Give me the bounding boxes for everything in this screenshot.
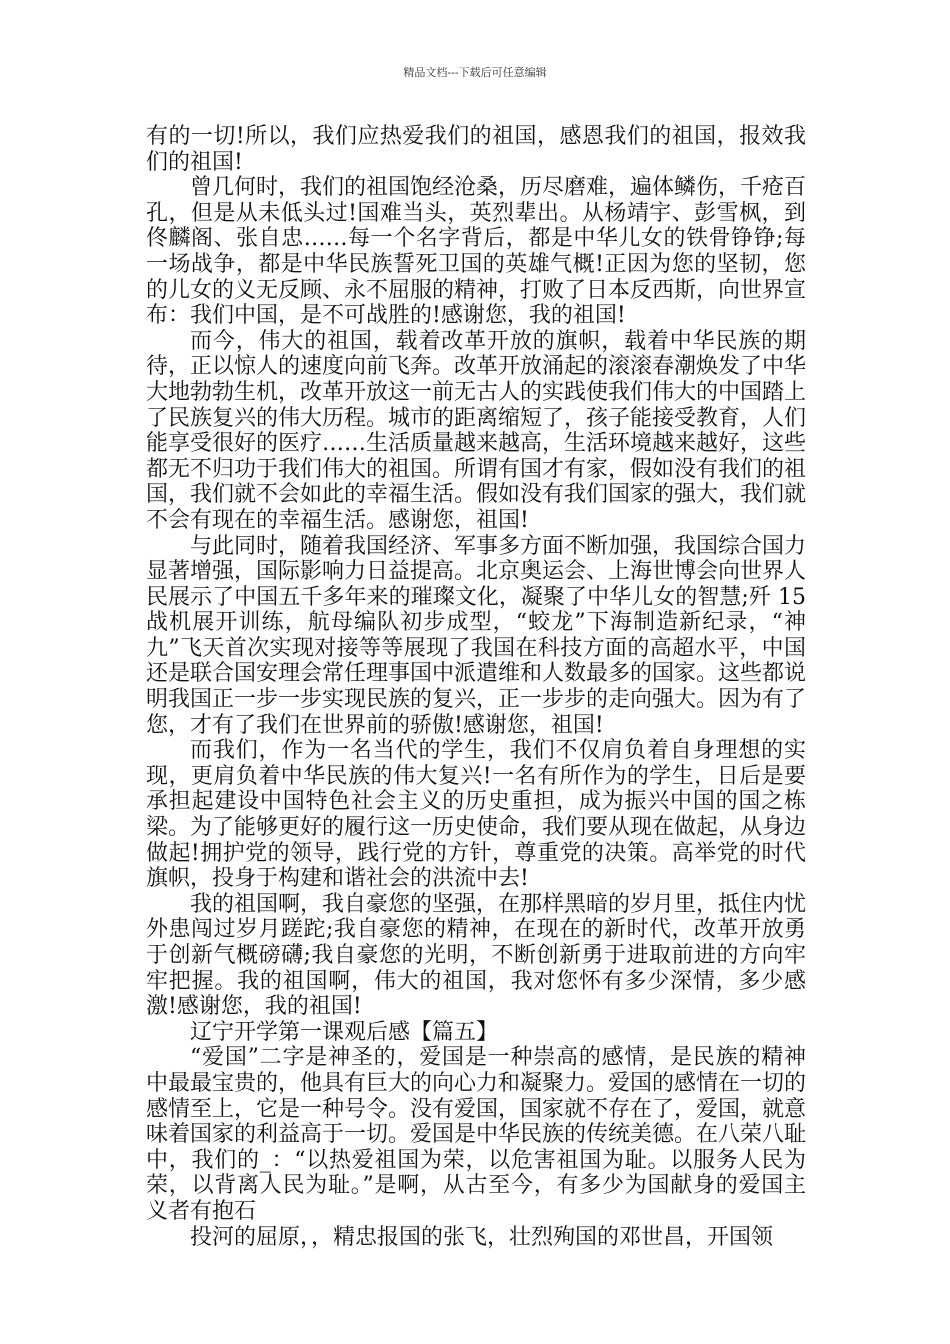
paragraph: 而我们，作为一名当代的学生，我们不仅肩负着自身理想的实现，更肩负着中华民族的伟大复兴!一名有所作为的学生，日后是要承担起建设中国特色社会主义的历史重担，成为振兴中国的国之栋梁。为了能够更好的履行这一历史使命，我们要从现在做起，从身边做起!拥护党的领导，践行党的方针，尊重党的决策。高举党的时代旗帜，投身于构建和谐社会的洪流中去! [146,738,807,892]
page-header: 精品文档---下载后可任意编辑 [403,66,547,79]
paragraph: 而今，伟大的祖国，载着改革开放的旗帜，载着中华民族的期待，正以惊人的速度向前飞奔。改革开放涌起的滚滚春潮焕发了中华大地勃勃生机，改革开放这一前无古人的实践使我们伟大的中国踏上了民族复兴的伟大历程。城市的距离缩短了，孩子能接受教育，人们能享受很好的医疗……生活质量越来越高，生活环境越来越好，这些都无不归功于我们伟大的祖国。所谓有国才有家，假如没有我们的祖国，我们就不会如此的幸福生活。假如没有我们国家的强大，我们就不会有现在的幸福生活。感谢您，祖国! [146,328,807,533]
section-heading: 辽宁开学第一课观后感【篇五】 [190,1019,499,1045]
paragraph: “爱国”二字是神圣的，爱国是一种崇高的感情，是民族的精神中最最宝贵的，他具有巨大的向心力和凝聚力。爱国的感情在一切的感情至上，它是一种号令。没有爱国，国家就不存在了，爱国，就意味着国家的利益高于一切。爱国是中华民族的传统美德。在八荣八耻中，我们的_：“以热爱祖国为荣，以危害祖国为耻。以服务人民为荣，以背离人民为耻。”是啊，从古至今，有多少为国献身的爱国主义者有抱石 [146,1045,807,1224]
document-body [146,124,806,1250]
paragraph: 投河的屈原，，精忠报国的张飞，壮烈殉国的邓世昌，开国领 [190,1224,774,1250]
paragraph-continuation: 有的一切!所以，我们应热爱我们的祖国，感恩我们的祖国，报效我们的祖国! [146,124,806,175]
paragraph: 曾几何时，我们的祖国饱经沧桑，历尽磨难，遍体鳞伤，千疮百孔，但是从未低头过!国难当头，英烈辈出。从杨靖宇、彭雪枫，到佟麟阁、张自忠……每一个名字背后，都是中华儿女的铁骨铮铮;每一场战争，都是中华民族誓死卫国的英雄气概!正因为您的坚韧，您的儿女的义无反顾、永不屈服的精神，打败了日本反西斯，向世界宣布：我们中国，是不可战胜的!感谢您，我的祖国! [146,175,807,329]
paragraph: 与此同时，随着我国经济、军事多方面不断加强，我国综合国力显著增强，国际影响力日益提高。北京奥运会、上海世博会向世界人民展示了中国五千多年来的璀璨文化，凝聚了中华儿女的智慧;歼 15 战机展开训练，航母编队初步成型，“蛟龙”下海制造新纪录，“神九”飞天首次实现对接等等展现了我国在科技方面的高超水平，中国还是联合国安理会常任理事国中派遣维和人数最多的国家。这些都说明我国正一步一步实现民族的复兴，正一步步的走向强大。因为有了您，才有了我们在世界前的骄傲!感谢您，祖国! [146,533,807,738]
paragraph: 我的祖国啊，我自豪您的坚强，在那样黑暗的岁月里，抵住内忧外患闯过岁月蹉跎;我自豪您的精神，在现在的新时代，改革开放勇于创新气概磅礴;我自豪您的光明，不断创新勇于进取前进的方向牢牢把握。我的祖国啊，伟大的祖国，我对您怀有多少深情，多少感激!感谢您，我的祖国! [146,891,807,1020]
